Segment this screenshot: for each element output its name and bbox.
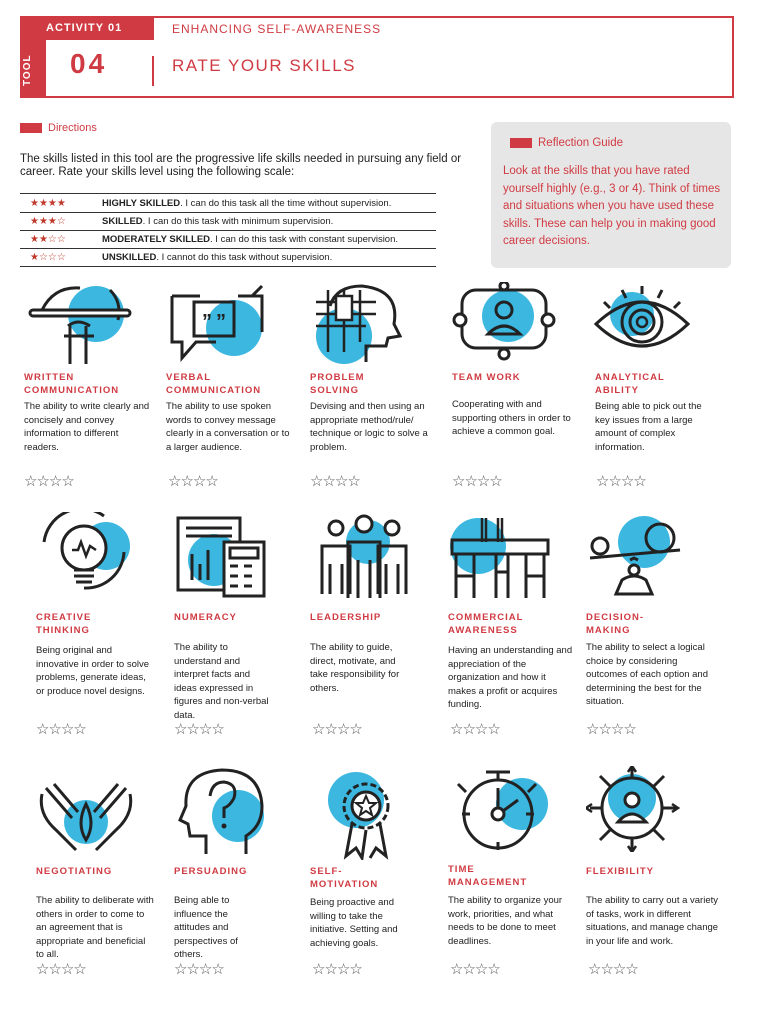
skill-desc-creative-thinking: Being original and innovative in order to solve problems, generate ideas, or produce novel designs.: [36, 645, 150, 697]
skill-desc-analytical-ability: Being able to pick out the key issues from a large amount of complex information.: [595, 401, 702, 453]
balance-person-icon: [586, 514, 686, 600]
skill-title-verbal-communication: VERBAL COMMUNICATION: [166, 372, 262, 396]
skill-desc-written-communication: The ability to write clearly and concisely and convey information to different readers.: [24, 401, 150, 453]
skill-title-negotiating: NEGOTIATING: [36, 866, 113, 877]
skill-title-persuading: PERSUADING: [174, 866, 248, 877]
reflection-text: Look at the skills that you have rated yourself highly (e.g., 3 or 4). Think of times and situations when you have used these skills. These can help you in making good career decisions.: [503, 165, 721, 247]
skill-title-creative-thinking: CREATIVE THINKING: [36, 612, 92, 636]
scale-level: SKILLED: [102, 216, 143, 227]
person-arrows-icon: [586, 766, 682, 852]
rating-stars-time-management[interactable]: ☆☆☆☆: [450, 961, 500, 978]
scale-row-skilled: [30, 213, 333, 230]
scale-stars: ★★★☆: [30, 216, 66, 227]
header-divider: [152, 56, 154, 86]
directions-label: Directions: [48, 122, 97, 134]
skill-desc-leadership: The ability to guide, direct, motivate, and take responsibility for others.: [310, 642, 400, 694]
skill-desc-decision-making: The ability to select a logical choice by considering outcomes of each option and determining the best for the situation.: [586, 642, 709, 707]
scale-divider: [20, 266, 436, 267]
scale-level: HIGHLY SKILLED: [102, 198, 181, 209]
rating-stars-problem-solving[interactable]: ☆☆☆☆: [310, 473, 360, 490]
people-group-icon: [314, 514, 414, 600]
rating-stars-commercial-awareness[interactable]: ☆☆☆☆: [450, 721, 500, 738]
skill-title-time-management: TIME MANAGEMENT: [448, 864, 528, 888]
scale-desc: . I cannot do this task without supervision.: [156, 252, 333, 263]
skill-title-analytical-ability: ANALYTICAL ABILITY: [595, 372, 665, 396]
activity-tag: ACTIVITY 01: [20, 16, 154, 40]
tool-number: 04: [70, 48, 108, 79]
rating-stars-persuading[interactable]: ☆☆☆☆: [174, 961, 224, 978]
skill-desc-negotiating: The ability to deliberate with others in order to come to an agreement that is appropriate and beneficial to all.: [36, 895, 154, 960]
skill-title-written-communication: WRITTEN COMMUNICATION: [24, 372, 120, 396]
scale-level: MODERATELY SKILLED: [102, 234, 211, 245]
rating-stars-verbal-communication[interactable]: ☆☆☆☆: [168, 473, 218, 490]
speech-bubbles-icon: [166, 282, 270, 366]
rating-stars-team-work[interactable]: ☆☆☆☆: [452, 473, 502, 490]
rating-stars-self-motivation[interactable]: ☆☆☆☆: [312, 961, 362, 978]
tool-label: TOOL: [22, 54, 33, 86]
skill-desc-problem-solving: Devising and then using an appropriate method/rule/ technique or logic to solve a problem.: [310, 401, 428, 453]
directions-marker: [20, 123, 42, 133]
hands-icon: [36, 774, 136, 854]
rating-stars-creative-thinking[interactable]: ☆☆☆☆: [36, 721, 86, 738]
svg-text:”: ”: [202, 311, 212, 333]
stopwatch-icon: [450, 766, 550, 856]
pen-hand-icon: [24, 280, 134, 364]
eye-icon: [592, 284, 692, 364]
reflection-marker: [510, 138, 532, 148]
skill-title-leadership: LEADERSHIP: [310, 612, 382, 623]
skill-title-commercial-awareness: COMMERCIAL AWARENESS: [448, 612, 524, 636]
head-question-icon: [176, 766, 272, 856]
team-screen-icon: [450, 282, 556, 362]
head-circuit-icon: [306, 282, 416, 366]
skill-desc-self-motivation: Being proactive and willing to take the initiative. Setting and achieving goals.: [310, 897, 398, 949]
skill-desc-persuading: Being able to influence the attitudes and perspectives of others.: [174, 895, 238, 960]
scale-desc: . I can do this task with constant supervision.: [210, 234, 399, 245]
reflection-label: Reflection Guide: [538, 137, 624, 149]
calculator-icon: [172, 514, 268, 600]
scale-row-unskilled: [30, 249, 332, 266]
directions-text: The skills listed in this tool are the progressive life skills needed in pursuing any field or career. Rate your skills level using the following scale:: [20, 153, 462, 178]
rating-stars-flexibility[interactable]: ☆☆☆☆: [588, 961, 638, 978]
skill-desc-verbal-communication: The ability to use spoken words to convey message clearly in a conversation or to a larger audience.: [166, 401, 290, 453]
scale-row-moderately-skilled: [30, 231, 398, 248]
lightbulb-icon: [34, 512, 134, 596]
rating-stars-analytical-ability[interactable]: ☆☆☆☆: [596, 473, 646, 490]
factory-icon: [448, 512, 552, 602]
skill-title-flexibility: FLEXIBILITY: [586, 866, 654, 877]
scale-desc: . I can do this task all the time without supervision.: [180, 198, 392, 209]
activity-subtitle: ENHANCING SELF-AWARENESS: [172, 22, 382, 36]
rating-stars-decision-making[interactable]: ☆☆☆☆: [586, 721, 636, 738]
rating-stars-written-communication[interactable]: ☆☆☆☆: [24, 473, 74, 490]
skill-title-numeracy: NUMERACY: [174, 612, 237, 623]
award-ribbon-icon: [312, 770, 408, 860]
scale-desc: . I can do this task with minimum supervision.: [142, 216, 334, 227]
skill-desc-team-work: Cooperating with and supporting others in order to achieve a common goal.: [452, 399, 571, 437]
scale-stars: ★★☆☆: [30, 234, 66, 245]
skill-desc-time-management: The ability to organize your work, priorities, and what needs to be done to meet deadlines.: [448, 895, 563, 947]
scale-row-highly-skilled: [30, 195, 391, 212]
svg-text:”: ”: [216, 311, 226, 333]
skill-title-team-work: TEAM WORK: [452, 372, 521, 383]
skill-desc-flexibility: The ability to carry out a variety of tasks, work in different situations, and manage change in your life and work.: [586, 895, 719, 947]
skill-title-self-motivation: SELF-MOTIVATION: [310, 866, 379, 890]
scale-stars: ★☆☆☆: [30, 252, 66, 263]
scale-stars: ★★★★: [30, 198, 66, 209]
skill-desc-commercial-awareness: Having an understanding and appreciation of the organization and how it makes a profit or acquires funding.: [448, 645, 573, 710]
scale-level: UNSKILLED: [102, 252, 157, 263]
page-title: RATE YOUR SKILLS: [172, 56, 356, 75]
skill-title-decision-making: DECISION-MAKING: [586, 612, 645, 636]
skill-title-problem-solving: PROBLEM SOLVING: [310, 372, 365, 396]
rating-stars-negotiating[interactable]: ☆☆☆☆: [36, 961, 86, 978]
scale-divider: [20, 193, 436, 194]
rating-stars-numeracy[interactable]: ☆☆☆☆: [174, 721, 224, 738]
rating-stars-leadership[interactable]: ☆☆☆☆: [312, 721, 362, 738]
skill-desc-numeracy: The ability to understand and interpret facts and ideas expressed in figures and non-verbal data.: [174, 642, 269, 721]
